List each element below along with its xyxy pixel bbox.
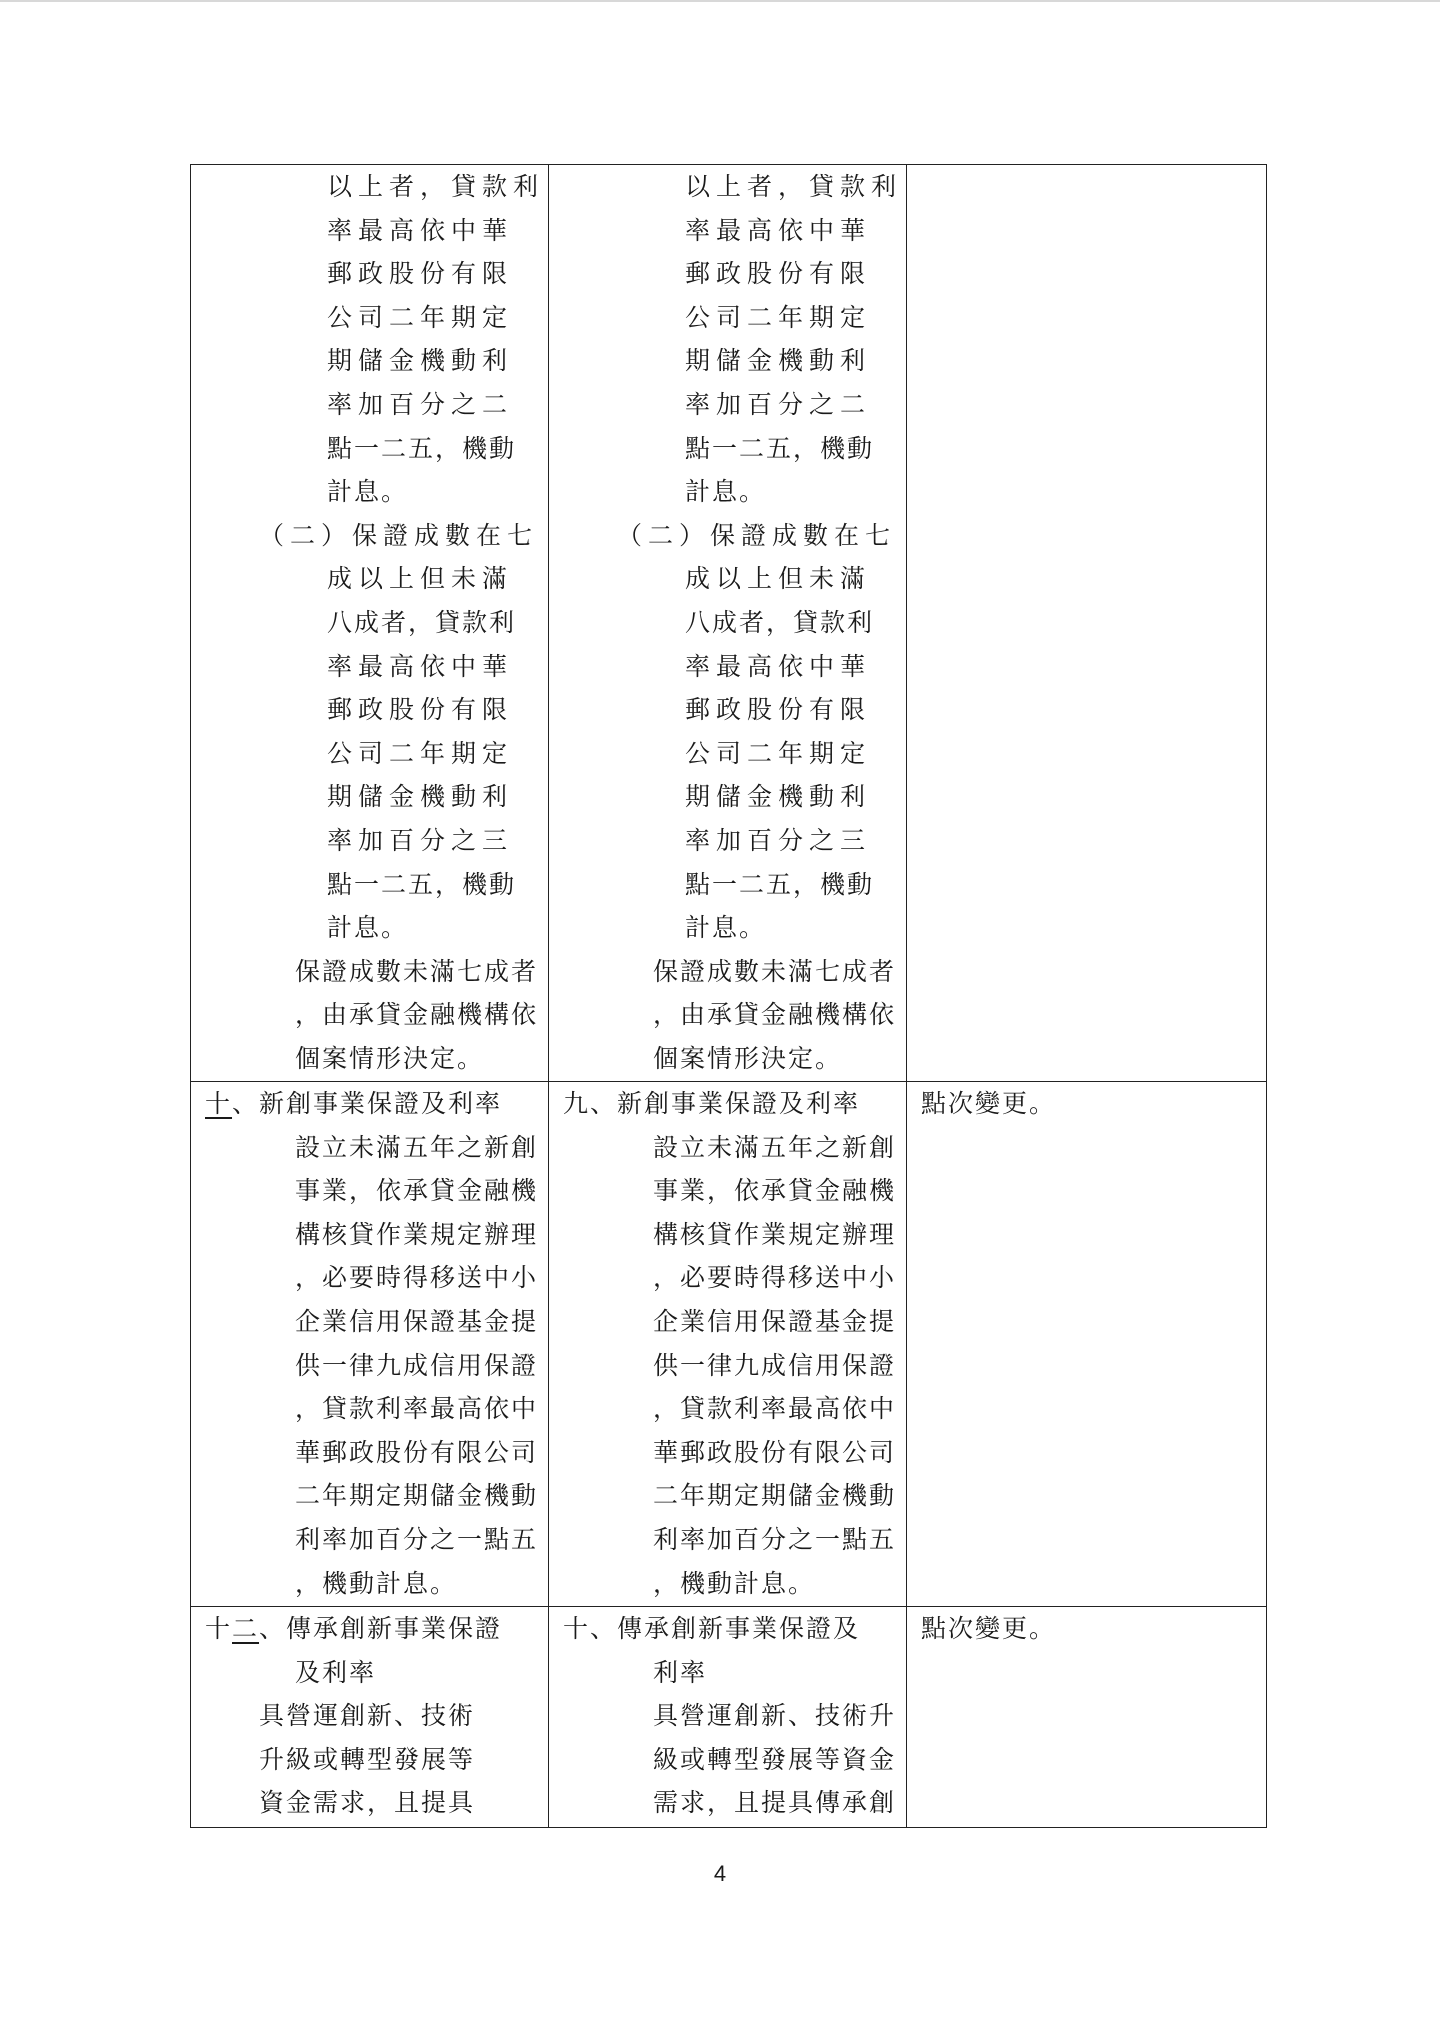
text-line: （二）保證成數在七 — [259, 520, 539, 550]
amended-cell — [191, 165, 549, 1082]
amended-heading: 十、新創事業保證及利率 — [205, 1089, 503, 1118]
amended-text — [199, 165, 545, 1080]
comparison-table — [190, 164, 1267, 1828]
text-line: 公司二年期定 — [327, 738, 514, 768]
text-line: ，由承貸金融機構依 — [295, 1000, 539, 1030]
text-line: 郵政股份有限 — [327, 259, 514, 289]
current-heading: 十、傳承創新事業保證及 — [563, 1614, 861, 1643]
text-line: 率加百分之三 — [685, 825, 872, 855]
text-line: 華郵政股份有限公司 — [653, 1437, 897, 1467]
text-line: 成以上但未滿 — [327, 564, 514, 594]
text-line: 供一律九成信用保證 — [653, 1350, 897, 1380]
text-line: 二年期定期儲金機動 — [295, 1481, 539, 1511]
amended-cell — [191, 1607, 549, 1828]
text-line: 率最高依中華 — [685, 215, 872, 245]
note-text: 點次變更。 — [921, 1614, 1057, 1643]
text-line: 計息。 — [685, 477, 767, 507]
current-cell — [549, 1082, 907, 1607]
text-line: 點一二五，機動 — [327, 433, 517, 463]
text-line: ，機動計息。 — [653, 1568, 816, 1598]
text-line: 計息。 — [327, 477, 409, 507]
text-line: 期儲金機動利 — [685, 346, 872, 376]
text-line: ，貸款利率最高依中 — [653, 1394, 897, 1424]
note-cell — [907, 165, 1267, 1082]
text-line: 成以上但未滿 — [685, 564, 872, 594]
current-text — [557, 1651, 898, 1825]
text-line: 需求，且提具傳承創 — [653, 1788, 897, 1818]
text-line: 個案情形決定。 — [653, 1043, 843, 1073]
text-line: 資金需求，且提具 — [259, 1788, 476, 1818]
text-line: 以上者，貸款利 — [685, 172, 903, 201]
text-line: 保證成數未滿七成者 — [295, 956, 539, 986]
text-line: 計息。 — [327, 913, 409, 943]
text-line: 構核貸作業規定辦理 — [653, 1219, 897, 1249]
text-line: 率最高依中華 — [327, 215, 514, 245]
table-row — [191, 1607, 1267, 1828]
text-line: 點一二五，機動 — [327, 869, 517, 899]
text-line: 供一律九成信用保證 — [295, 1350, 539, 1380]
text-line: ，由承貸金融機構依 — [653, 1000, 897, 1030]
scan-top-edge — [0, 0, 1440, 2]
amended-heading: 十二、傳承創新事業保證 — [205, 1614, 503, 1643]
text-line: 升級或轉型發展等 — [259, 1744, 476, 1774]
text-line: 公司二年期定 — [685, 738, 872, 768]
text-line: 具營運創新、技術升 — [653, 1701, 897, 1731]
text-line: 率加百分之三 — [327, 825, 514, 855]
table-row — [191, 165, 1267, 1082]
note-cell — [907, 1082, 1267, 1607]
text-line: 華郵政股份有限公司 — [295, 1437, 539, 1467]
current-text — [557, 165, 903, 1080]
text-line: 事業，依承貸金融機 — [653, 1176, 897, 1206]
note-cell — [907, 1607, 1267, 1828]
text-line: 具營運創新、技術 — [259, 1701, 476, 1731]
text-line: （二）保證成數在七 — [617, 520, 897, 550]
text-line: 級或轉型發展等資金 — [653, 1744, 897, 1774]
text-line: 公司二年期定 — [327, 302, 514, 332]
text-line: 期儲金機動利 — [327, 782, 514, 812]
text-line: 設立未滿五年之新創 — [653, 1132, 897, 1162]
text-line: 利率 — [653, 1657, 708, 1687]
text-line: 以上者，貸款利 — [327, 172, 545, 201]
text-line: 公司二年期定 — [685, 302, 872, 332]
text-line: 率最高依中華 — [685, 651, 872, 681]
text-line: ，貸款利率最高依中 — [295, 1394, 539, 1424]
text-line: 利率加百分之一點五 — [653, 1524, 897, 1554]
text-line: ，必要時得移送中小 — [653, 1263, 897, 1293]
current-cell — [549, 165, 907, 1082]
text-line: 構核貸作業規定辦理 — [295, 1219, 539, 1249]
text-line: 二年期定期儲金機動 — [653, 1481, 897, 1511]
text-line: 期儲金機動利 — [685, 782, 872, 812]
text-line: ，機動計息。 — [295, 1568, 458, 1598]
text-line: ，必要時得移送中小 — [295, 1263, 539, 1293]
table-row — [191, 1082, 1267, 1607]
current-cell — [549, 1607, 907, 1828]
text-line: 點一二五，機動 — [685, 869, 875, 899]
text-line: 郵政股份有限 — [685, 259, 872, 289]
text-line: 設立未滿五年之新創 — [295, 1132, 539, 1162]
text-line: 個案情形決定。 — [295, 1043, 485, 1073]
text-line: 事業，依承貸金融機 — [295, 1176, 539, 1206]
amended-text — [199, 1651, 540, 1825]
current-text — [557, 1126, 898, 1606]
text-line: 郵政股份有限 — [685, 695, 872, 725]
text-line: 率加百分之二 — [685, 389, 872, 419]
text-line: 企業信用保證基金提 — [653, 1306, 897, 1336]
text-line: 保證成數未滿七成者 — [653, 956, 897, 986]
text-line: 計息。 — [685, 913, 767, 943]
text-line: 利率加百分之一點五 — [295, 1524, 539, 1554]
text-line: 八成者，貸款利 — [327, 607, 517, 637]
text-line: 企業信用保證基金提 — [295, 1306, 539, 1336]
note-text: 點次變更。 — [921, 1089, 1057, 1118]
text-line: 期儲金機動利 — [327, 346, 514, 376]
amended-text — [199, 1126, 540, 1606]
page-number: 4 — [713, 1861, 727, 1886]
text-line: 八成者，貸款利 — [685, 607, 875, 637]
text-line: 郵政股份有限 — [327, 695, 514, 725]
current-heading: 九、新創事業保證及利率 — [563, 1089, 861, 1118]
text-line: 及利率 — [295, 1657, 377, 1687]
text-line: 率最高依中華 — [327, 651, 514, 681]
amended-cell — [191, 1082, 549, 1607]
text-line: 點一二五，機動 — [685, 433, 875, 463]
text-line: 率加百分之二 — [327, 389, 514, 419]
